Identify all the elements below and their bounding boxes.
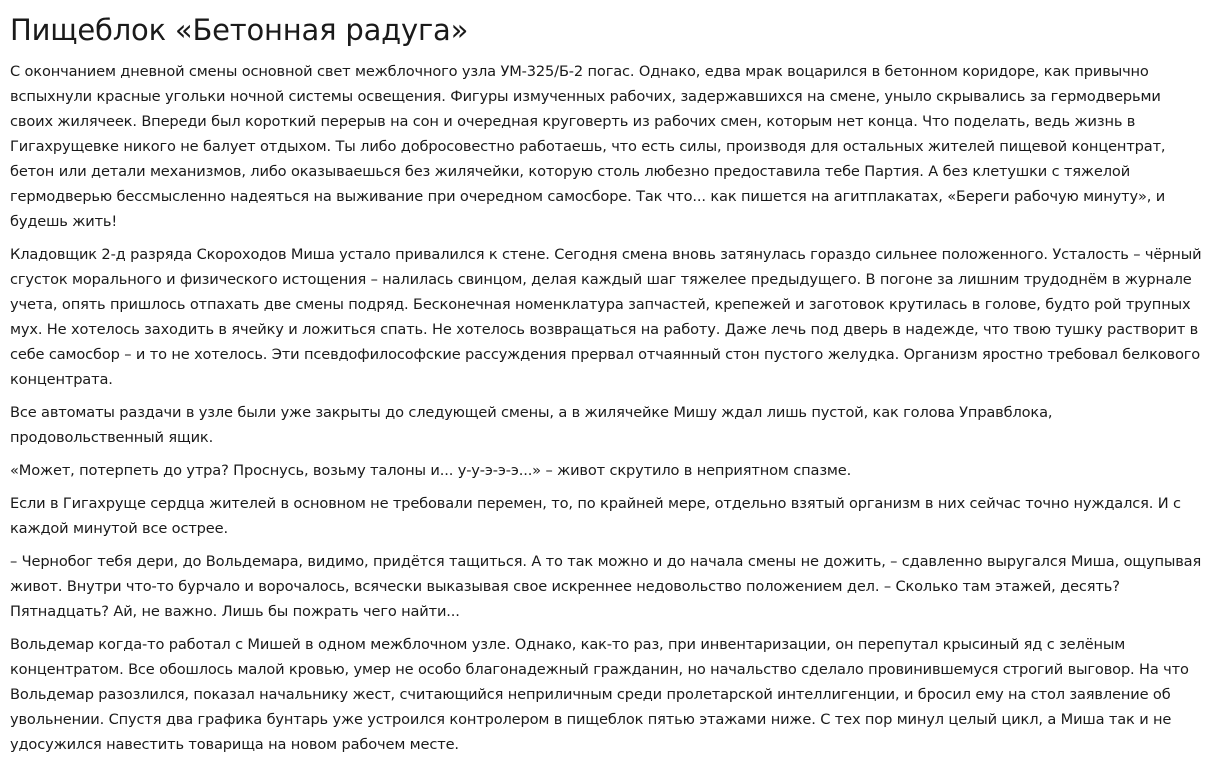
- article-title: Пищеблок «Бетонная радуга»: [10, 13, 469, 47]
- article-paragraph: Если в Гигахруще сердца жителей в основном не требовали перемен, то, по крайней мере, отдельно взятый организм в них сейчас точно нуждался. И с каждой минутой все острее.: [10, 495, 1181, 537]
- article-paragraph: «Может, потерпеть до утра? Проснусь, возьму талоны и... у-у-э-э-э...» – живот скрутило в неприятном спазме.: [10, 462, 852, 479]
- article-paragraph: – Чернобог тебя дери, до Вольдемара, видимо, придётся тащиться. А то так можно и до начала смены не дожить, – сдавленно выругался Миша, ощупывая живот. Внутри что-то бурчало и ворочалось, всячески выказывая свое искреннее недовольство положением дел. – Сколько там этажей, десять? Пятнадцать? Ай, не важно. Лишь бы пожрать чего найти...: [10, 553, 1202, 620]
- article-paragraph: Кладовщик 2-д разряда Скороходов Миша устало привалился к стене. Сегодня смена вновь затянулась гораздо сильнее положенного. Усталость – чёрный сгусток морального и физического истощения – налилась свинцом, делая каждый шаг тяжелее предыдущего. В погоне за лишним трудоднём в журнале учета, опять пришлось отпахать две смены подряд. Бесконечная номенклатура запчастей, крепежей и заготовок крутилась в голове, будто рой трупных мух. Не хотелось заходить в ячейку и ложиться спать. Не хотелось возвращаться на работу. Даже лечь под дверь в надежде, что твою тушку растворит в себе самосбор – и то не хотелось. Эти псевдофилософские рассуждения прервал отчаянный стон пустого желудка. Организм яростно требовал белкового концентрата.: [10, 246, 1202, 388]
- article-paragraph: С окончанием дневной смены основной свет межблочного узла УМ-325/Б-2 погас. Однако, едва мрак воцарился в бетонном коридоре, как привычно вспыхнули красные угольки ночной системы освещения. Фигуры измученных рабочих, задержавшихся на смене, уныло скрывались за гермодверьми своих жилячеек. Впереди был короткий перерыв на сон и очередная круговерть из рабочих смен, которым нет конца. Что поделать, ведь жизнь в Гигахрущевке никого не балует отдыхом. Ты либо добросовестно работаешь, что есть силы, производя для остальных жителей пищевой концентрат, бетон или детали механизмов, либо оказываешься без жилячейки, которую столь любезно предоставила тебе Партия. А без клетушки с тяжелой гермодверью бессмысленно надеяться на выживание при очередном самосборе. Так что... как пишется на агитплакатах, «Береги рабочую минуту», и будешь жить!: [10, 63, 1166, 230]
- article-paragraph: Вольдемар когда-то работал с Мишей в одном межблочном узле. Однако, как-то раз, при инвентаризации, он перепутал крысиный яд с зелёным концентратом. Все обошлось малой кровью, умер не особо благонадежный гражданин, но начальство сделало провинившемуся строгий выговор. На что Вольдемар разозлился, показал начальнику жест, считающийся неприличным среди пролетарской интеллигенции, и бросил ему на стол заявление об увольнении. Спустя два графика бунтарь уже устроился контролером в пищеблок пятью этажами ниже. С тех пор минул целый цикл, а Миша так и не удосужился навестить товарища на новом рабочем месте.: [10, 636, 1189, 753]
- article-paragraph: Все автоматы раздачи в узле были уже закрыты до следующей смены, а в жилячейке Мишу ждал лишь пустой, как голова Управблока, продовольственный ящик.: [10, 404, 1053, 446]
